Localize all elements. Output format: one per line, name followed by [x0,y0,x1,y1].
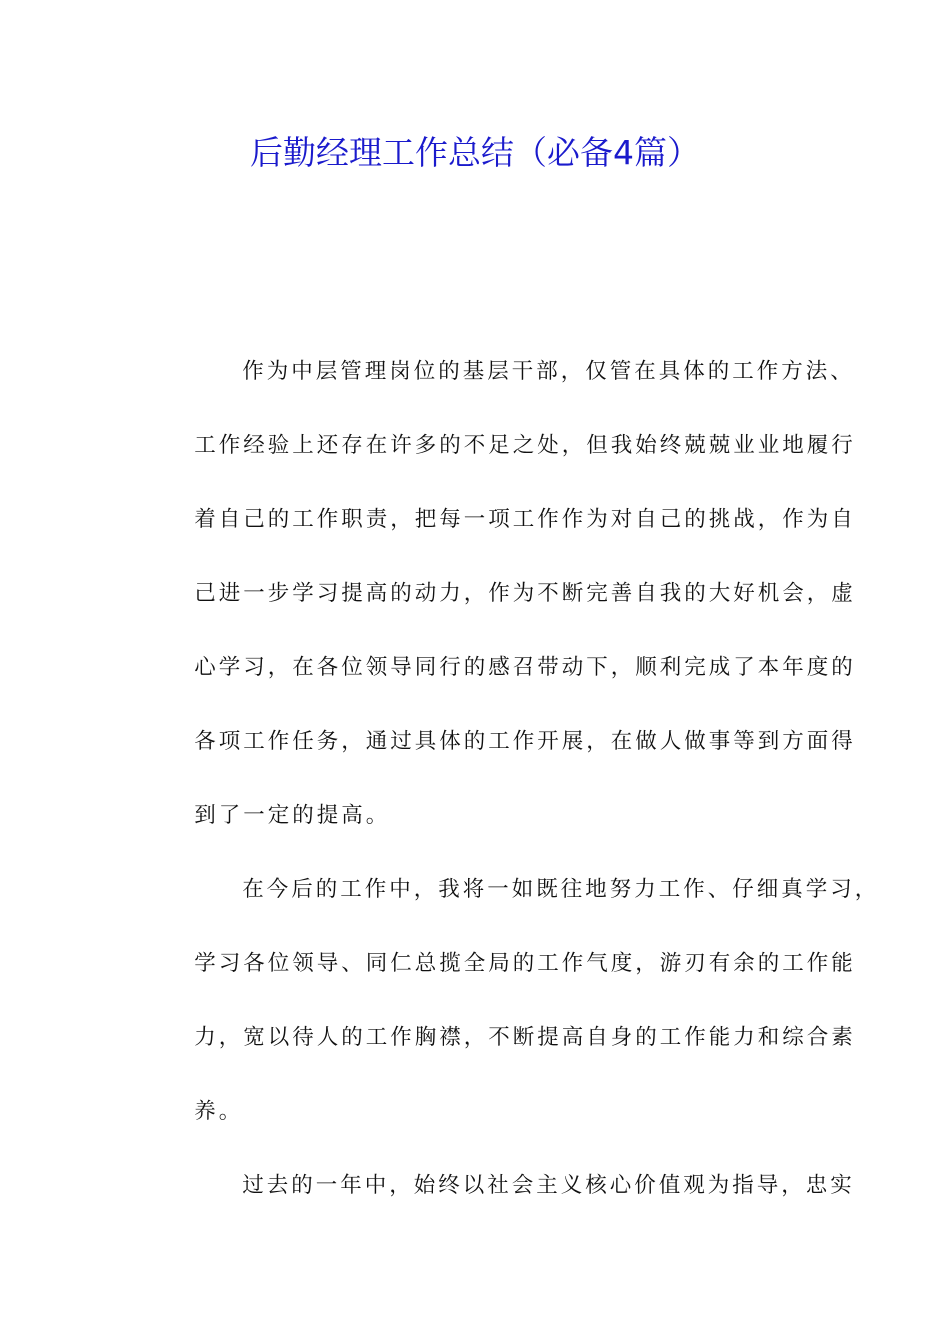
text-line: 力，宽以待人的工作胸襟，不断提高自身的工作能力和综合素 [194,1025,856,1050]
text-line: 到了一定的提高。 [194,803,391,828]
text-line: 过去的一年中，始终以社会主义核心价值观为指导，忠实 [242,1173,855,1198]
text-line: 在今后的工作中，我将一如既往地努力工作、仔细真学习， [242,877,880,902]
text-line: 己进一步学习提高的动力，作为不断完善自我的大好机会，虚 [194,581,856,606]
document-title: 后勤经理工作总结（必备4篇） [250,133,700,172]
paragraph-1 [147,335,856,853]
text-line: 养。 [194,1099,244,1124]
text-line: 心学习，在各位领导同行的感召带动下，顺利完成了本年度的 [194,655,856,680]
text-line: 工作经验上还存在许多的不足之处，但我始终兢兢业业地履行 [194,433,856,458]
document-body [147,335,880,1223]
text-line: 作为中层管理岗位的基层干部，仅管在具体的工作方法、 [242,359,855,384]
text-line: 学习各位领导、同仁总揽全局的工作气度，游刃有余的工作能 [194,951,856,976]
text-line: 各项工作任务，通过具体的工作开展，在做人做事等到方面得 [194,729,856,754]
paragraph-3 [147,1149,855,1223]
paragraph-2 [147,853,880,1149]
text-line: 着自己的工作职责，把每一项工作作为对自己的挑战，作为自 [194,507,856,532]
